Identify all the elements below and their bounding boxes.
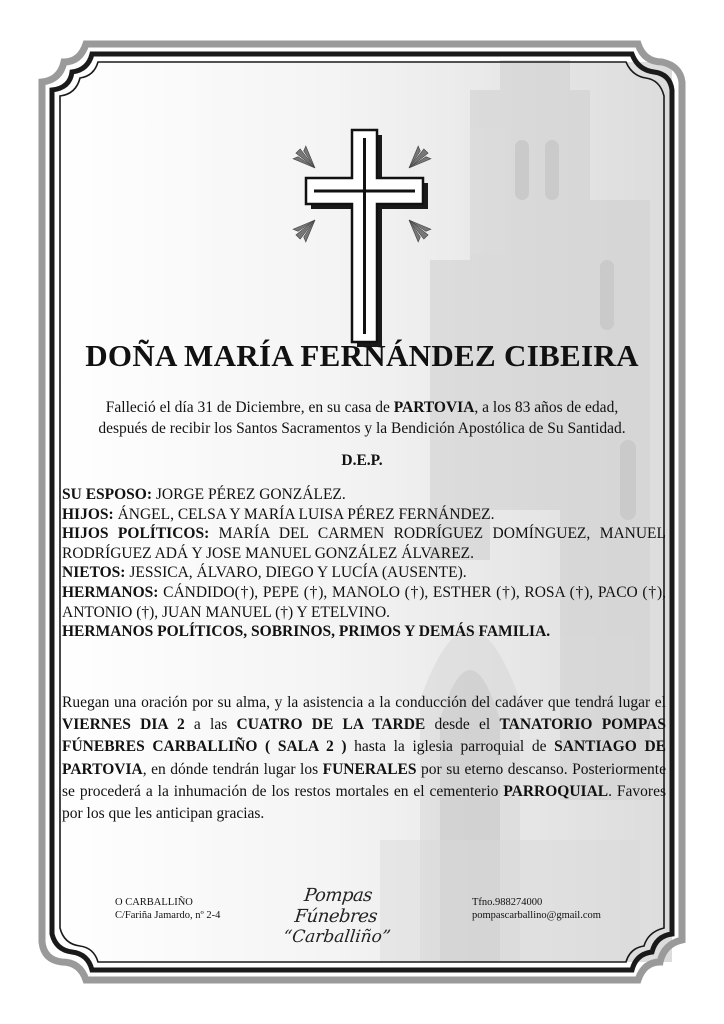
footer-address xyxy=(115,896,220,922)
family-row xyxy=(62,583,666,622)
family-row xyxy=(62,485,666,505)
obituary-content xyxy=(62,70,666,970)
family-members: ÁNGEL, CELSA Y MARÍA LUISA PÉREZ FERNÁNDEZ. xyxy=(113,505,495,523)
funeral-details xyxy=(62,692,666,825)
family-members: MARÍA DEL CARMEN RODRÍGUEZ DOMÍNGUEZ, MANUEL RODRÍGUEZ ADÁ Y JOSE MANUEL GONZÁLEZ ÁLVAREZ. xyxy=(62,525,666,562)
funeral-text: por su eterno descanso. Posteriormente se procederá a la inhumación de los restos mortales en el cementerio xyxy=(62,760,666,800)
intro-place: PARTOVIA xyxy=(393,399,475,416)
family-label: SU ESPOSO: xyxy=(62,486,153,503)
funeral-cemetery: PARROQUIAL xyxy=(503,782,609,800)
family-row xyxy=(62,505,666,525)
family-row xyxy=(62,563,666,583)
logo-line1: Pompas Fúnebres xyxy=(293,885,379,927)
funeral-text: desde el xyxy=(425,716,500,734)
funeral-date: VIERNES DIA 2 xyxy=(62,716,185,734)
family-members: CÁNDIDO(†), PEPE (†), MANOLO (†), ESTHER (†), ROSA (†), PACO (†), ANTONIO (†), JUAN MANUEL (†) Y ETELVINO. xyxy=(62,583,666,621)
footer-email: pompascarballino@gmail.com xyxy=(472,910,601,921)
logo-line2: “Carballiño” xyxy=(282,927,392,947)
footer-town: O CARBALLIÑO xyxy=(115,897,193,908)
funeral-text: , en dónde tendrán lugar los xyxy=(142,760,323,778)
funeral-home-logo xyxy=(272,885,402,947)
family-label: HIJOS POLÍTICOS: xyxy=(62,525,210,543)
family-label: HERMANOS: xyxy=(62,583,159,601)
family-label: HIJOS: xyxy=(62,505,114,523)
cross-icon xyxy=(267,120,457,350)
intro-text: Falleció el día 31 de Diciembre, en su casa de xyxy=(105,399,394,416)
funeral-text: . Favores por los que les anticipan gracias. xyxy=(62,782,666,823)
footer-contact xyxy=(472,896,601,922)
funeral-church: SANTIAGO DE PARTOVIA xyxy=(62,738,666,778)
family-row xyxy=(62,524,666,563)
funeral-time: CUATRO DE LA TARDE xyxy=(236,716,426,734)
deceased-name: DOÑA MARÍA FERNÁNDEZ CIBEIRA xyxy=(85,338,639,373)
family-members: JESSICA, ÁLVARO, DIEGO Y LUCÍA (AUSENTE). xyxy=(125,564,467,582)
funeral-text: a las xyxy=(184,716,237,734)
footer-phone: Tfno.988274000 xyxy=(472,897,543,908)
dep-label: D.E.P. xyxy=(341,452,383,469)
family-row-extended: HERMANOS POLÍTICOS, SOBRINOS, PRIMOS Y DEMÁS FAMILIA. xyxy=(62,623,551,641)
death-announcement xyxy=(62,397,662,439)
family-label: NIETOS: xyxy=(62,564,126,582)
funeral-text: hasta la iglesia parroquial de xyxy=(346,738,555,756)
intro-text: después de recibir los Santos Sacramentos y la Bendición Apostólica de Su Santidad. xyxy=(98,420,626,437)
funeral-origin: TANATORIO POMPAS FÚNEBRES CARBALLIÑO ( SALA 2 ) xyxy=(62,716,666,756)
funeral-text: Ruegan una oración por su alma, y la asistencia a la conducción del cadáver que tendrá lugar el xyxy=(62,694,666,711)
intro-text: , a los 83 años de edad, xyxy=(474,399,619,416)
footer-street: C/Fariña Jamardo, nº 2-4 xyxy=(115,910,221,921)
family-members: JORGE PÉREZ GONZÁLEZ. xyxy=(152,486,346,503)
family-list xyxy=(62,485,666,642)
funeral-services: FUNERALES xyxy=(322,760,417,778)
